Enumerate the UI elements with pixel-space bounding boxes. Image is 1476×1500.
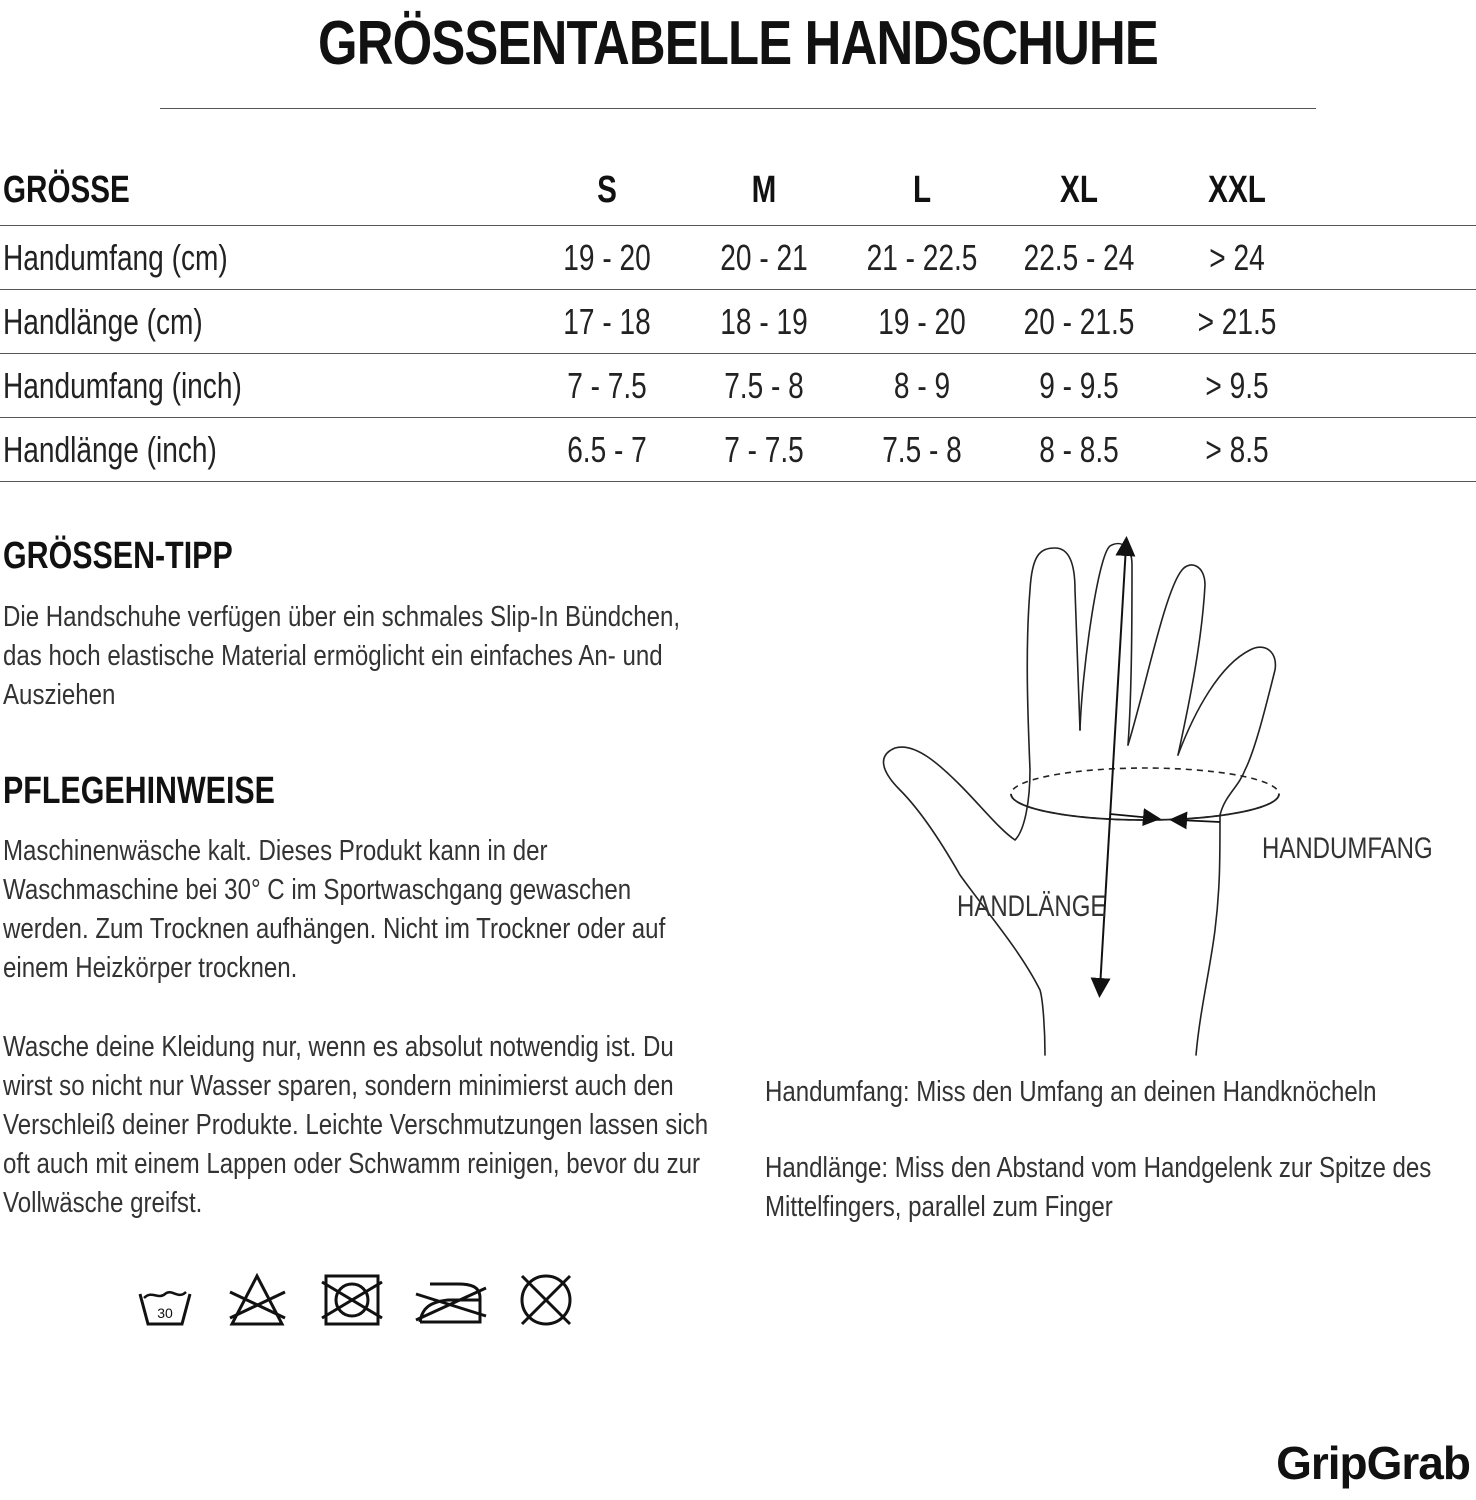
row-label: Handumfang (inch) (3, 365, 242, 406)
table-row (0, 354, 1476, 418)
table-cell: 9 - 9.5 (1039, 365, 1119, 406)
table-cell: 20 - 21.5 (1023, 301, 1135, 342)
text-line: Wasche deine Kleidung nur, wenn es absolut notwendig ist. Du (3, 1031, 674, 1063)
circumference-arrow-right (1178, 820, 1220, 822)
row-label: Handlänge (cm) (3, 301, 203, 342)
wash-30-icon (140, 1292, 190, 1324)
note-length (765, 1149, 1431, 1227)
size-header-l: L (912, 169, 932, 211)
no-iron-icon (416, 1284, 486, 1322)
table-cell: 21 - 22.5 (866, 237, 978, 278)
care-paragraph-1 (3, 832, 665, 988)
table-cell: 22.5 - 24 (1023, 237, 1135, 278)
table-row (0, 226, 1476, 290)
size-header-m: M (751, 169, 777, 211)
text-line: Handlänge: Miss den Abstand vom Handgelenk zur Spitze des (765, 1152, 1432, 1184)
page-title: GRÖSSENTABELLE HANDSCHUHE (317, 9, 1159, 78)
table-cell: 8 - 8.5 (1039, 429, 1119, 470)
size-header-xl: XL (1060, 169, 1098, 211)
size-tip-text (3, 598, 680, 715)
circumference-ellipse-front (1011, 794, 1279, 820)
title-divider (160, 108, 1316, 109)
text-line: Die Handschuhe verfügen über ein schmales Slip-In Bündchen, (3, 601, 681, 633)
no-bleach-icon (230, 1276, 285, 1324)
table-cell: 7.5 - 8 (724, 365, 804, 406)
no-dry-clean-icon (522, 1276, 570, 1324)
circumference-arrow-left (1110, 814, 1152, 818)
size-table-header (0, 150, 1476, 226)
text-line: oft auch mit einem Lappen oder Schwamm reinigen, bevor du zur (3, 1148, 701, 1180)
hand-outline (884, 544, 1276, 1055)
care-paragraph-2 (3, 1028, 708, 1223)
gripgrab-logo: GripGrab (1276, 1437, 1470, 1489)
svg-text:30: 30 (157, 1305, 173, 1321)
table-cell: 7.5 - 8 (882, 429, 962, 470)
note-circumference (765, 1073, 1377, 1112)
table-cell: > 9.5 (1205, 365, 1269, 406)
table-cell: > 21.5 (1197, 301, 1277, 342)
table-row (0, 418, 1476, 482)
care-icons (130, 1268, 590, 1338)
size-header-label: GRÖSSE (3, 169, 130, 211)
size-table (0, 150, 1476, 482)
no-tumble-dry-icon (322, 1276, 382, 1324)
text-line: Mittelfingers, parallel zum Finger (765, 1191, 1113, 1223)
text-line: Maschinenwäsche kalt. Dieses Produkt kann in der (3, 835, 548, 867)
label-handlaenge: HANDLÄNGE (957, 890, 1107, 923)
text-line: Vollwäsche greifst. (3, 1187, 203, 1219)
label-handumfang: HANDUMFANG (1262, 832, 1433, 865)
table-row (0, 290, 1476, 354)
text-line: Verschleiß deiner Produkte. Leichte Verschmutzungen lassen sich (3, 1109, 709, 1141)
size-tip-heading: GRÖSSEN-TIPP (3, 535, 233, 577)
size-header-s: S (597, 169, 617, 211)
text-line: werden. Zum Trocknen aufhängen. Nicht im Trockner oder auf (3, 913, 666, 945)
row-label: Handumfang (cm) (3, 237, 228, 278)
text-line: einem Heizkörper trocknen. (3, 952, 298, 984)
table-cell: 18 - 19 (720, 301, 808, 342)
table-cell: > 8.5 (1205, 429, 1269, 470)
table-cell: 19 - 20 (878, 301, 966, 342)
table-cell: 8 - 9 (893, 365, 951, 406)
text-line: wirst so nicht nur Wasser sparen, sondern minimierst auch den (3, 1070, 674, 1102)
text-line: Waschmaschine bei 30° C im Sportwaschgang gewaschen (3, 874, 632, 906)
table-cell: 17 - 18 (563, 301, 651, 342)
hand-diagram (860, 530, 1300, 1070)
table-cell: > 24 (1209, 237, 1265, 278)
text-line: Ausziehen (3, 679, 116, 711)
table-cell: 19 - 20 (563, 237, 651, 278)
text-line: das hoch elastische Material ermöglicht ein einfaches An- und (3, 640, 663, 672)
text-line: Handumfang: Miss den Umfang an deinen Handknöcheln (765, 1076, 1377, 1108)
size-header-xxl: XXL (1208, 169, 1266, 211)
table-cell: 20 - 21 (720, 237, 808, 278)
row-label: Handlänge (inch) (3, 429, 217, 470)
care-heading: PFLEGEHINWEISE (3, 770, 275, 812)
table-cell: 7 - 7.5 (567, 365, 647, 406)
table-cell: 6.5 - 7 (567, 429, 647, 470)
table-cell: 7 - 7.5 (724, 429, 804, 470)
